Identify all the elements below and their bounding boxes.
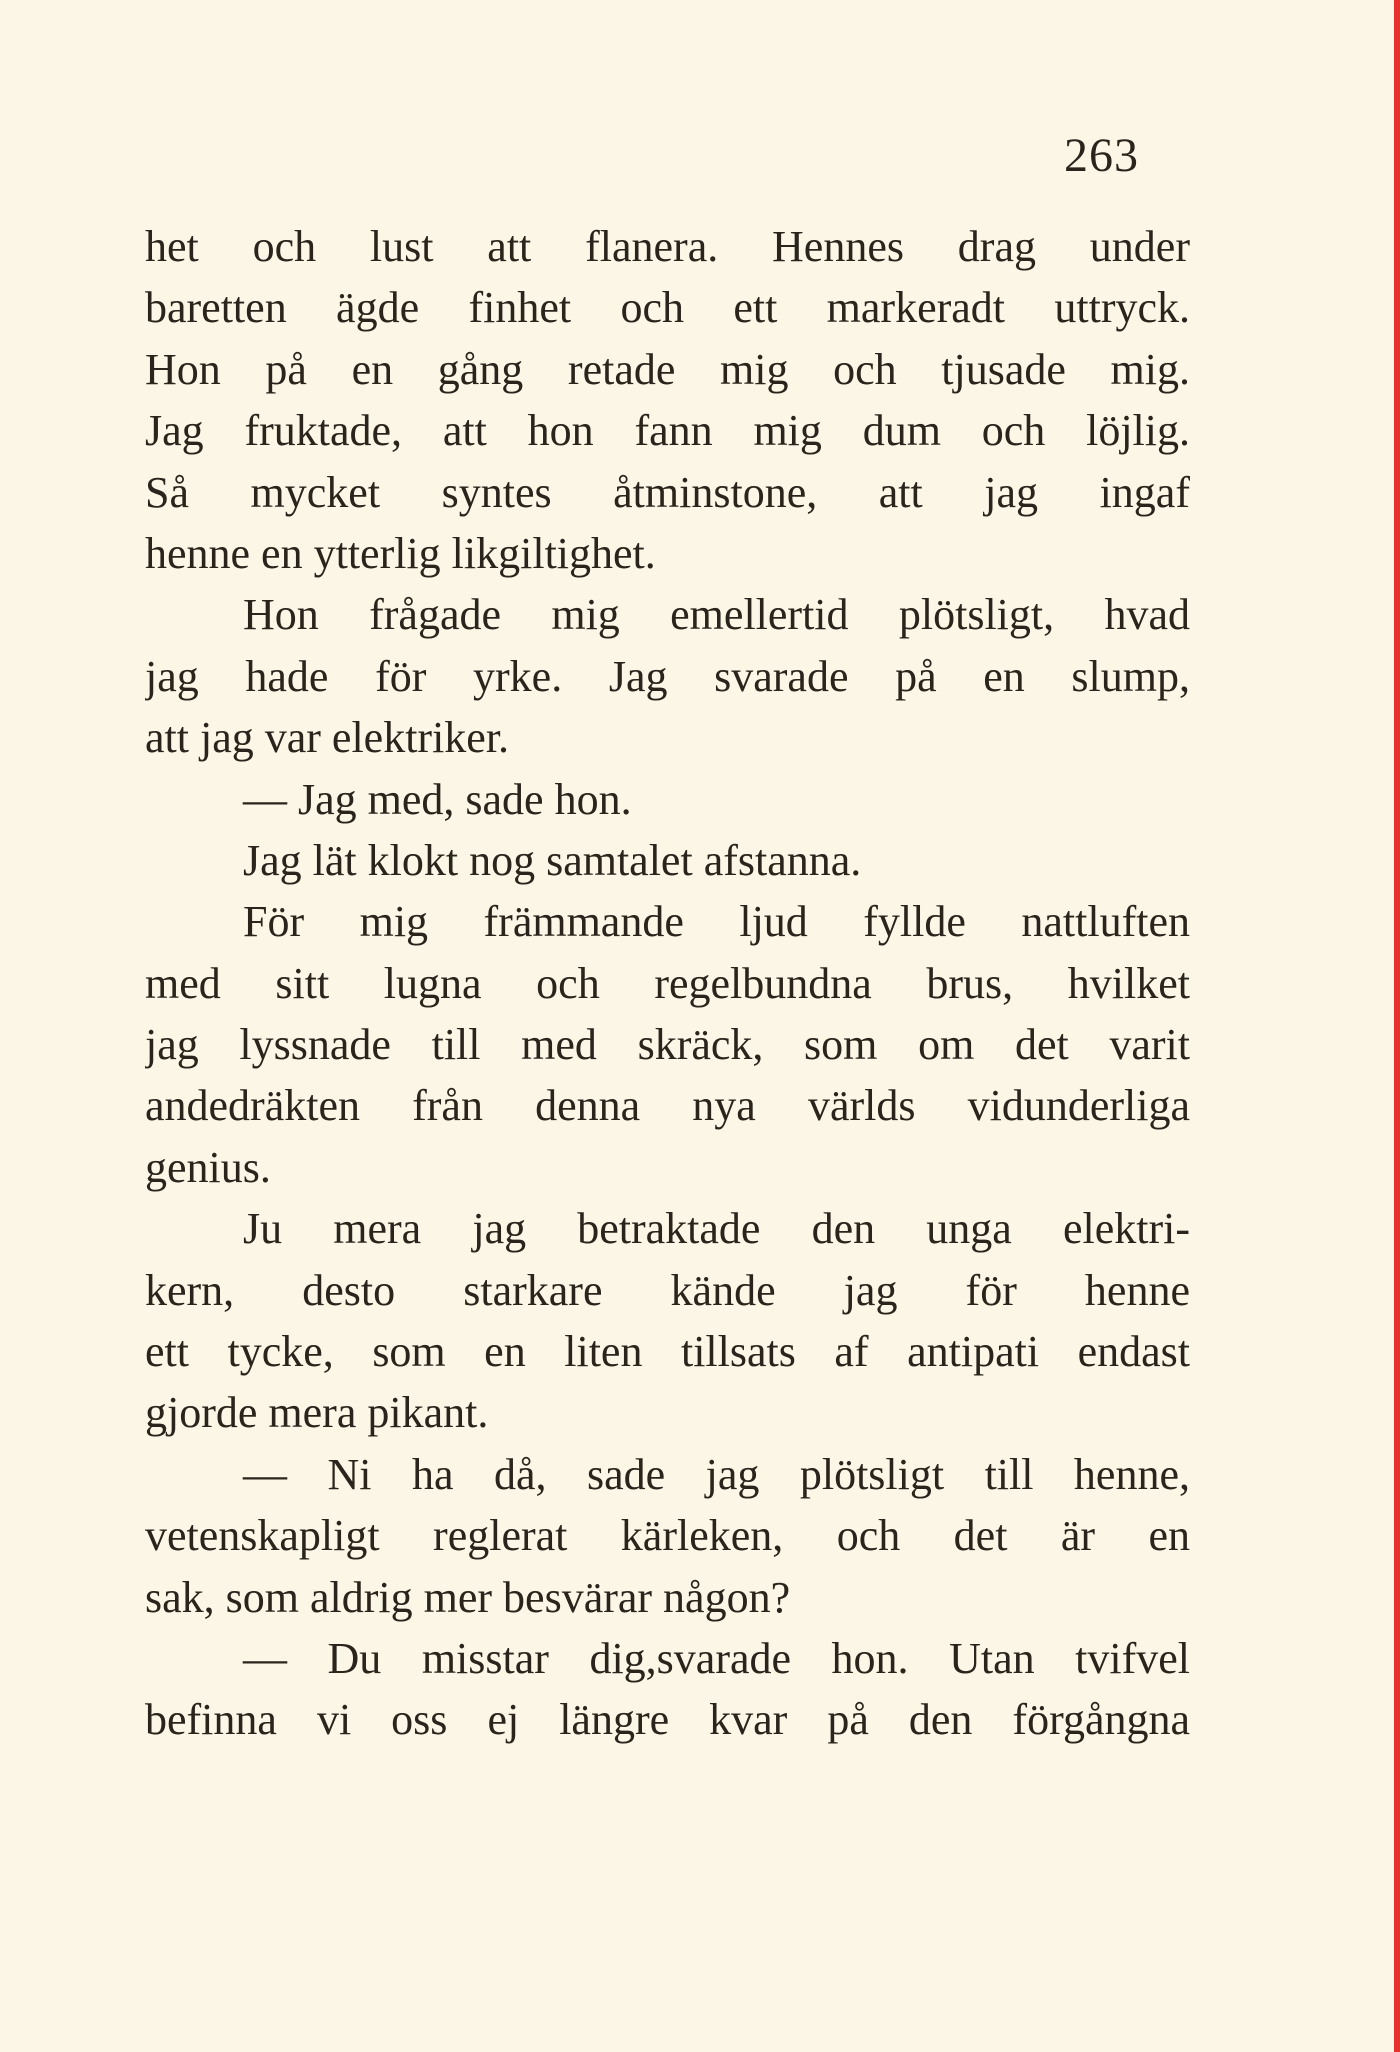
text-line: befinna vi oss ej längre kvar på den förgångna bbox=[145, 1695, 1190, 1745]
text-line: andedräkten från denna nya världs vidunderliga bbox=[145, 1081, 1190, 1131]
text-line: kern, desto starkare kände jag för henne bbox=[145, 1265, 1190, 1315]
text-line: baretten ägde finhet och ett markeradt uttryck. bbox=[145, 283, 1190, 333]
text-line: jag hade för yrke. Jag svarade på en slump, bbox=[145, 651, 1190, 701]
text-line: För mig främmande ljud fyllde nattluften bbox=[243, 897, 1190, 947]
text-line: Jag lät klokt nog samtalet afstanna. bbox=[243, 835, 862, 885]
text-line: Hon frågade mig emellertid plötsligt, hvad bbox=[243, 590, 1190, 640]
text-line: Jag fruktade, att hon fann mig dum och löjlig. bbox=[145, 406, 1190, 456]
text-line: Så mycket syntes åtminstone, att jag ingaf bbox=[145, 467, 1190, 517]
text-line: gjorde mera pikant. bbox=[145, 1388, 489, 1438]
text-line: jag lyssnade till med skräck, som om det varit bbox=[145, 1020, 1190, 1070]
text-line: — Jag med, sade hon. bbox=[243, 774, 632, 824]
text-line: henne en ytterlig likgiltighet. bbox=[145, 528, 656, 578]
body-text bbox=[145, 216, 1190, 1751]
page-number: 263 bbox=[1064, 129, 1139, 182]
text-line: sak, som aldrig mer besvärar någon? bbox=[145, 1572, 791, 1622]
text-line: att jag var elektriker. bbox=[145, 713, 510, 763]
text-line: vetenskapligt reglerat kärleken, och det är en bbox=[145, 1511, 1190, 1561]
text-line: Hon på en gång retade mig och tjusade mig. bbox=[145, 344, 1190, 394]
text-line: med sitt lugna och regelbundna brus, hvilket bbox=[145, 958, 1190, 1008]
text-line: — Ni ha då, sade jag plötsligt till henne, bbox=[243, 1449, 1190, 1499]
text-line: het och lust att flanera. Hennes drag under bbox=[145, 222, 1190, 271]
text-line: genius. bbox=[145, 1142, 271, 1192]
text-line: ett tycke, som en liten tillsats af antipati endast bbox=[145, 1327, 1190, 1377]
text-line: Ju mera jag betraktade den unga elektri- bbox=[243, 1204, 1190, 1254]
text-line: — Du misstar dig,svarade hon. Utan tvifvel bbox=[243, 1633, 1190, 1683]
